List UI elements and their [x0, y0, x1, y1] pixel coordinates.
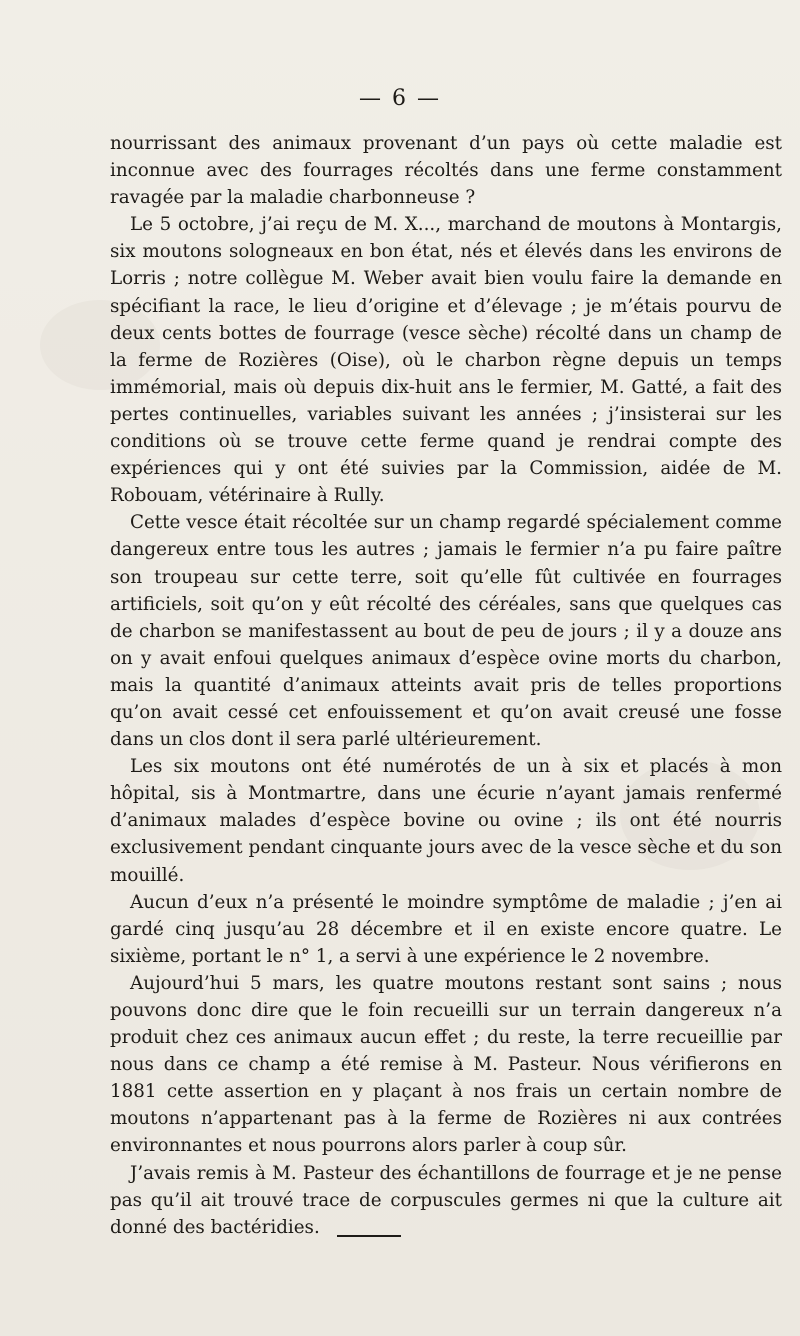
paragraph-1: nourrissant des animaux provenant d’un pays où cette maladie est inconnue avec des fourrages récoltés dans une ferme constamment ravagée par la maladie charbonneuse ?: [110, 133, 782, 209]
paragraph-7: J’avais remis à M. Pasteur des échantillons de fourrage et je ne pense pas qu’il ait trouvé trace de corpuscules germes ni que la culture ait donné des bactéridies.: [110, 1162, 782, 1238]
paragraph-4: Les six moutons ont été numérotés de un à six et placés à mon hôpital, sis à Montmartre, dans une écurie n’ayant jamais renfermé d’animaux malades d’espèce bovine ou ovine ; ils ont été nourris exclusivement pendant cinquante jours avec de la vesce sèche et du son mouillé.: [110, 756, 782, 886]
paragraph-6: Aujourd’hui 5 mars, les quatre moutons restant sont sains ; nous pouvons donc dire que le foin recueilli sur un terrain dangereux n’a produit chez ces animaux aucun effet ; du reste, la terre recueillie par nous dans ce champ a été remise à M. Pasteur. Nous vérifierons en 1881 cette assertion en y plaçant à nos frais un certain nombre de moutons n’appartenant pas à la ferme de Rozières ni aux contrées environnantes et nous pourrons alors parler à coup sûr.: [110, 972, 782, 1157]
section-divider: [337, 1235, 401, 1237]
paragraph-5: Aucun d’eux n’a présenté le moindre symptôme de maladie ; j’en ai gardé cinq jusqu’au 28 décembre et il en existe encore quatre. Le sixième, portant le n° 1, a servi à une expérience le 2 novembre.: [110, 891, 782, 967]
page-number: — 6 —: [359, 86, 441, 111]
paragraph-3: Cette vesce était récoltée sur un champ regardé spécialement comme dangereux entre tous les autres ; jamais le fermier n’a pu faire paître son troupeau sur cette terre, soit qu’elle fût cultivée en fourrages artificiels, soit qu’on y eût récolté des céréales, sans que quelques cas de charbon se manifestassent au bout de peu de jours ; il y a douze ans on y avait enfoui quelques animaux d’espèce ovine morts du charbon, mais la quantité d’animaux atteints avait pris de telles proportions qu’on avait cessé cet enfouissement et qu’on avait creusé une fosse dans un clos dont il sera parlé ultérieurement.: [110, 512, 782, 751]
paragraph-2: Le 5 octobre, j’ai reçu de M. X..., marchand de moutons à Montargis, six moutons sologneaux en bon état, nés et élevés dans les environs de Lorris ; notre collègue M. Weber avait bien voulu faire la demande en spécifiant la race, le lieu d’origine et d’élevage ; je m’étais pourvu de deux cents bottes de fourrage (vesce sèche) récolté dans un champ de la ferme de Rozières (Oise), où le charbon règne depuis un temps immémorial, mais où depuis dix-huit ans le fermier, M. Gatté, a fait des pertes continuelles, variables suivant les années ; j’insisterai sur les conditions où se trouve cette ferme quand je rendrai compte des expériences qui y ont été suivies par la Commission, aidée de M. Robouam, vétérinaire à Rully.: [110, 214, 782, 507]
body-text: [110, 130, 782, 1241]
